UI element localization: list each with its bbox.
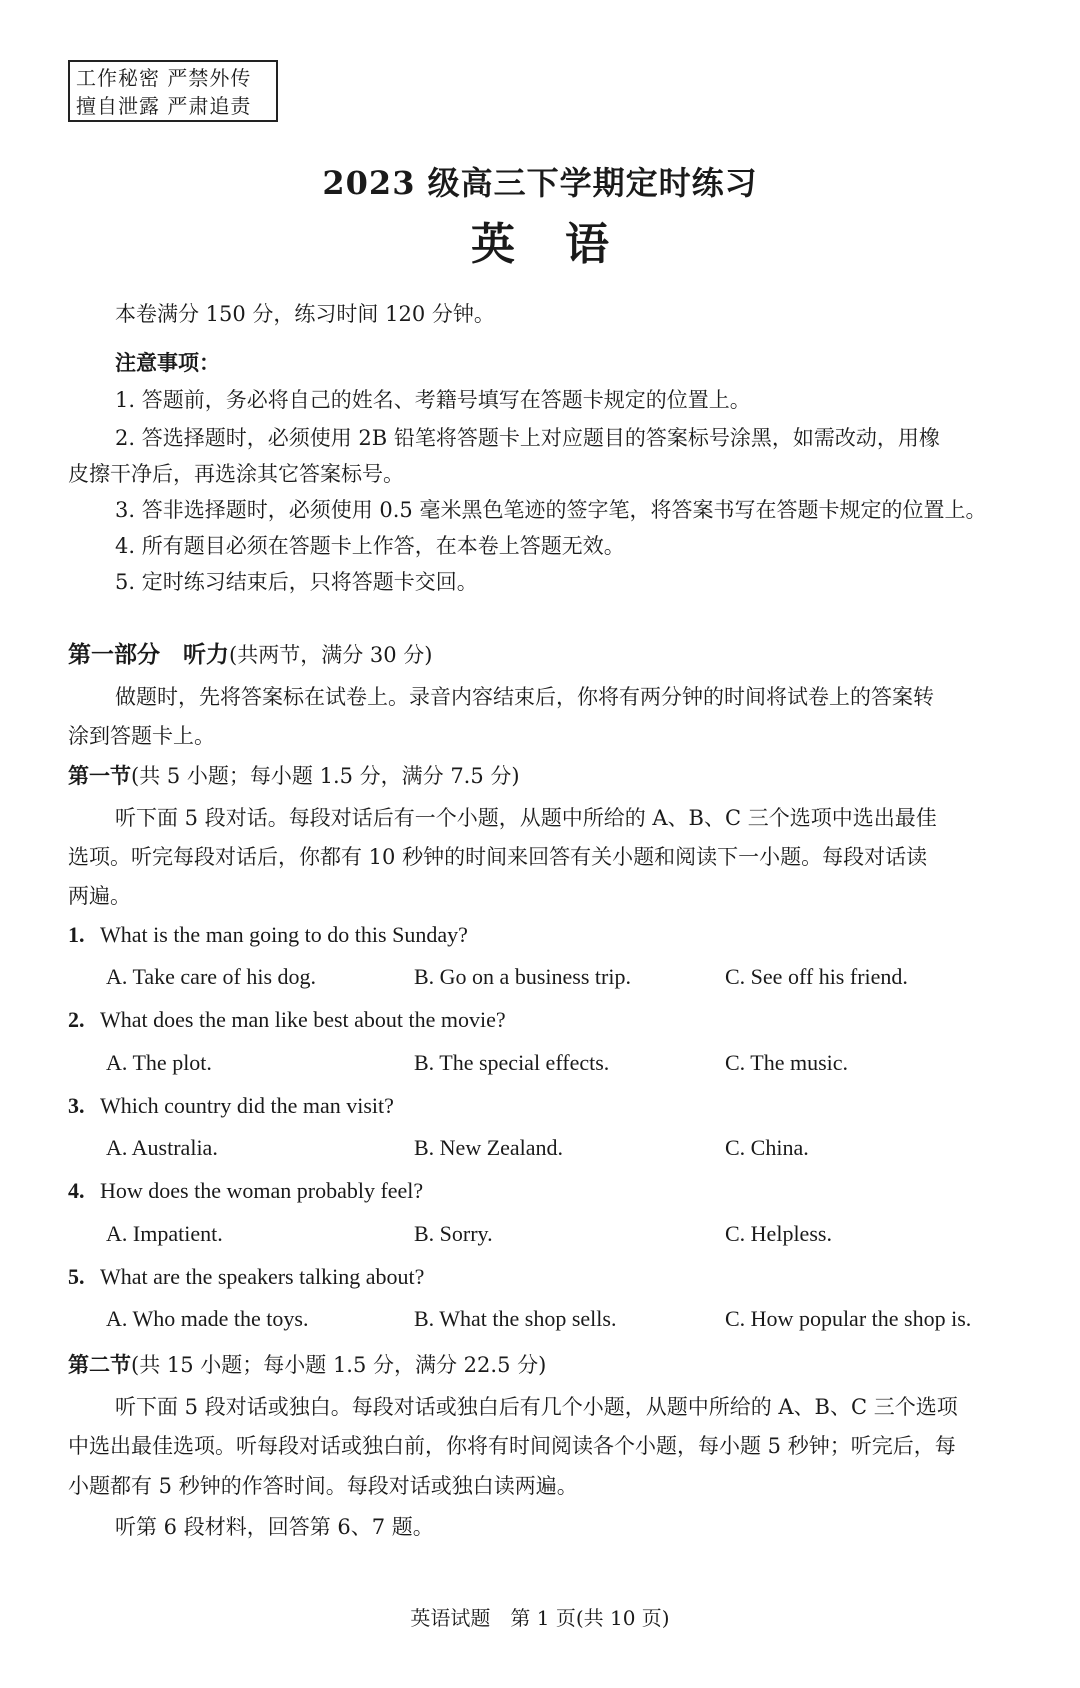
secret-line-2: 擅自泄露 严肃追责 xyxy=(76,94,252,118)
part1-instruction: 做题时，先将答案标在试卷上。录音内容结束后，你将有两分钟的时间将试卷上的答案转 xyxy=(115,685,934,709)
option-b: B. The special effects. xyxy=(414,1050,610,1075)
option-b: B. Sorry. xyxy=(414,1221,493,1246)
part1-heading-rest: (共两节，满分 30 分) xyxy=(229,643,433,667)
section1-instruction: 两遍。 xyxy=(68,884,131,908)
confidential-stamp xyxy=(68,60,278,122)
section2-instruction: 听下面 5 段对话或独白。每段对话或独白后有几个小题，从题中所给的 A、B、C 三个选项 xyxy=(115,1395,958,1419)
page-footer: 英语试题 第 1 页(共 10 页) xyxy=(410,1606,670,1630)
secret-line-1: 工作秘密 严禁外传 xyxy=(76,66,252,90)
section1-instruction: 选项。听完每段对话后，你都有 10 秒钟的时间来回答有关小题和阅读下一小题。每段对话读 xyxy=(68,845,928,869)
section2-heading xyxy=(68,1351,546,1379)
question-text: Which country did the man visit? xyxy=(100,1093,394,1118)
question-number: 3. xyxy=(68,1093,85,1118)
intro-text: 本卷满分 150 分，练习时间 120 分钟。 xyxy=(115,302,495,326)
section1-heading xyxy=(68,762,520,790)
option-c: C. How popular the shop is. xyxy=(725,1306,972,1331)
exam-title: 2023 级高三下学期定时练习 xyxy=(322,164,758,202)
question-number: 2. xyxy=(68,1007,85,1032)
question-number: 4. xyxy=(68,1178,85,1203)
question xyxy=(68,1264,424,1290)
question-number: 1. xyxy=(68,922,85,947)
notes-heading: 注意事项： xyxy=(115,350,220,375)
option-c: C. Helpless. xyxy=(725,1221,832,1246)
note-item: 4. 所有题目必须在答题卡上作答，在本卷上答题无效。 xyxy=(115,534,625,558)
note-item: 1. 答题前，务必将自己的姓名、考籍号填写在答题卡规定的位置上。 xyxy=(115,388,751,412)
section1-heading-bold: 第一节 xyxy=(68,763,131,788)
note-item: 皮擦干净后，再选涂其它答案标号。 xyxy=(68,462,404,486)
option-a: A. Impatient. xyxy=(106,1221,223,1246)
option-c: C. The music. xyxy=(725,1050,849,1075)
part1-instruction: 涂到答题卡上。 xyxy=(68,724,215,748)
section1-instruction: 听下面 5 段对话。每段对话后有一个小题，从题中所给的 A、B、C 三个选项中选出最佳 xyxy=(115,806,937,830)
section2-heading-bold: 第二节 xyxy=(68,1352,131,1377)
question-text: What are the speakers talking about? xyxy=(100,1264,425,1289)
question xyxy=(68,1178,423,1204)
question-text: How does the woman probably feel? xyxy=(100,1178,424,1203)
option-c: C. See off his friend. xyxy=(725,964,908,989)
option-a: A. Australia. xyxy=(106,1135,218,1160)
option-b: B. Go on a business trip. xyxy=(414,964,631,989)
note-item: 2. 答选择题时，必须使用 2B 铅笔将答题卡上对应题目的答案标号涂黑，如需改动，用橡 xyxy=(115,426,940,450)
section2-instruction: 小题都有 5 秒钟的作答时间。每段对话或独白读两遍。 xyxy=(68,1474,578,1498)
section1-heading-rest: (共 5 小题；每小题 1.5 分，满分 7.5 分) xyxy=(131,764,520,788)
question xyxy=(68,922,468,948)
question xyxy=(68,1093,394,1119)
option-b: B. New Zealand. xyxy=(414,1135,564,1160)
material-instruction: 听第 6 段材料，回答第 6、7 题。 xyxy=(115,1515,434,1539)
question-text: What does the man like best about the movie? xyxy=(100,1007,506,1032)
section2-heading-rest: (共 15 小题；每小题 1.5 分，满分 22.5 分) xyxy=(131,1353,547,1377)
question-text: What is the man going to do this Sunday? xyxy=(100,922,468,947)
option-b: B. What the shop sells. xyxy=(414,1306,617,1331)
part1-heading xyxy=(68,641,432,669)
option-c: C. China. xyxy=(725,1135,809,1160)
subject-title: 英语 xyxy=(471,219,659,270)
note-item: 3. 答非选择题时，必须使用 0.5 毫米黑色笔迹的签字笔，将答案书写在答题卡规定的位置上。 xyxy=(115,498,987,522)
note-item: 5. 定时练习结束后，只将答题卡交回。 xyxy=(115,570,478,594)
option-a: A. Take care of his dog. xyxy=(106,964,317,989)
option-a: A. The plot. xyxy=(106,1050,212,1075)
question-number: 5. xyxy=(68,1264,85,1289)
section2-instruction: 中选出最佳选项。听每段对话或独白前，你将有时间阅读各个小题，每小题 5 秒钟；听完后，每 xyxy=(68,1434,956,1458)
option-a: A. Who made the toys. xyxy=(106,1306,309,1331)
part1-heading-bold: 第一部分 听力 xyxy=(68,641,229,668)
question xyxy=(68,1007,506,1033)
